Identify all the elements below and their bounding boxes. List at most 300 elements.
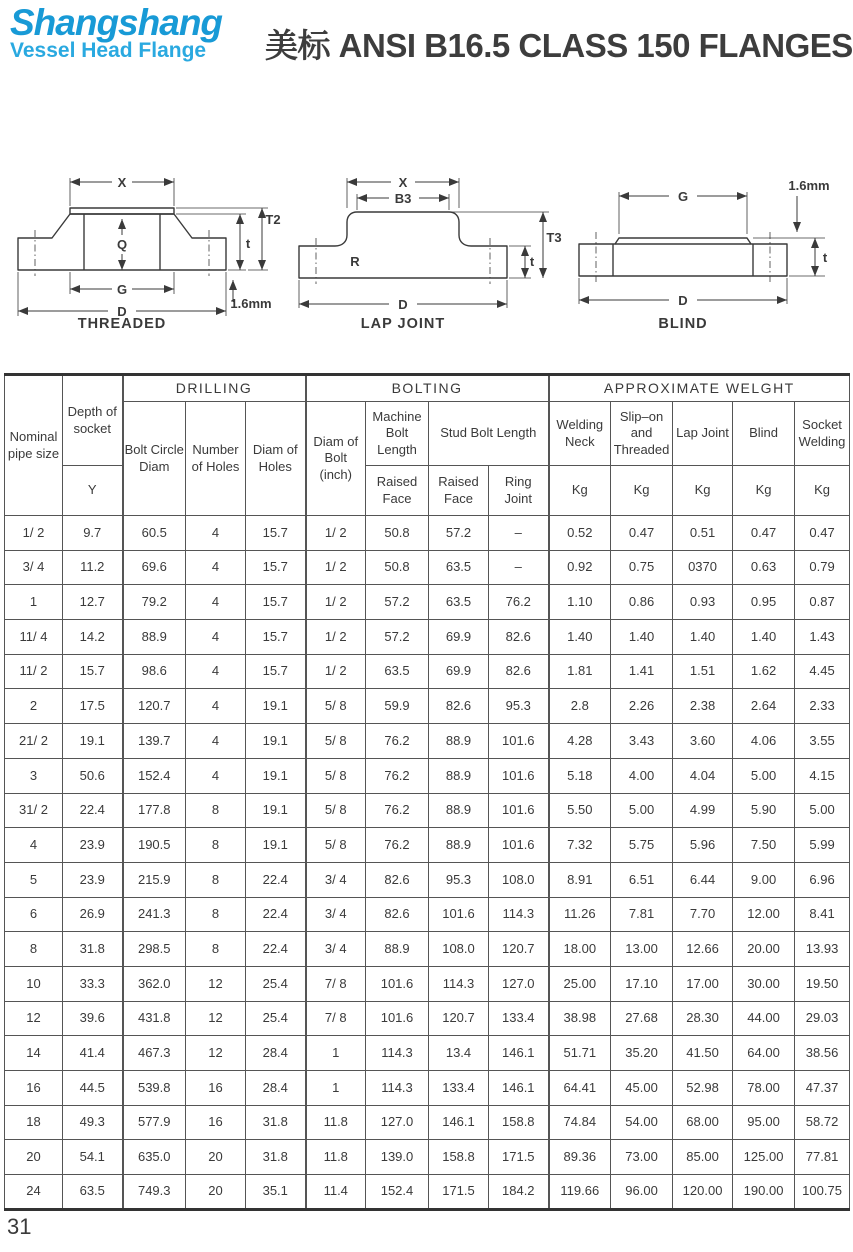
value-cell: 152.4 bbox=[366, 1175, 429, 1210]
value-cell: 44.00 bbox=[733, 1001, 795, 1036]
value-cell: 1.62 bbox=[733, 654, 795, 689]
value-cell: 577.9 bbox=[123, 1105, 186, 1140]
value-cell: 29.03 bbox=[795, 1001, 850, 1036]
value-cell: 101.6 bbox=[489, 828, 549, 863]
value-cell: 50.6 bbox=[63, 758, 123, 793]
value-cell: 54.00 bbox=[611, 1105, 673, 1140]
value-cell: 58.72 bbox=[795, 1105, 850, 1140]
value-cell: 114.3 bbox=[489, 897, 549, 932]
value-cell: 4 bbox=[186, 585, 246, 620]
value-cell: 22.4 bbox=[63, 793, 123, 828]
value-cell: 7/ 8 bbox=[306, 966, 366, 1001]
value-cell: 82.6 bbox=[429, 689, 489, 724]
col-header-raised-face-stud: Raised Face bbox=[429, 466, 489, 516]
value-cell: 3.43 bbox=[611, 724, 673, 759]
nominal-size-cell: 20 bbox=[5, 1140, 63, 1175]
value-cell: 4.45 bbox=[795, 654, 850, 689]
value-cell: 13.4 bbox=[429, 1036, 489, 1071]
table-row bbox=[5, 724, 850, 759]
value-cell: 133.4 bbox=[429, 1071, 489, 1106]
value-cell: 88.9 bbox=[429, 758, 489, 793]
value-cell: 19.1 bbox=[246, 724, 306, 759]
value-cell: 5/ 8 bbox=[306, 689, 366, 724]
value-cell: 1.51 bbox=[673, 654, 733, 689]
value-cell: 57.2 bbox=[366, 620, 429, 655]
table-row bbox=[5, 550, 850, 585]
value-cell: 52.98 bbox=[673, 1071, 733, 1106]
value-cell: 2.64 bbox=[733, 689, 795, 724]
table-row bbox=[5, 758, 850, 793]
value-cell: 9.00 bbox=[733, 862, 795, 897]
value-cell: 8.91 bbox=[549, 862, 611, 897]
value-cell: 241.3 bbox=[123, 897, 186, 932]
value-cell: 76.2 bbox=[489, 585, 549, 620]
value-cell: 127.0 bbox=[366, 1105, 429, 1140]
value-cell: 4 bbox=[186, 516, 246, 551]
value-cell: 19.50 bbox=[795, 966, 850, 1001]
value-cell: 3.60 bbox=[673, 724, 733, 759]
value-cell: 467.3 bbox=[123, 1036, 186, 1071]
value-cell: 114.3 bbox=[429, 966, 489, 1001]
dim-label-t: t bbox=[822, 250, 828, 265]
nominal-size-cell: 5 bbox=[5, 862, 63, 897]
dim-label-t2: T2 bbox=[265, 212, 281, 227]
value-cell: 120.7 bbox=[123, 689, 186, 724]
value-cell: 139.0 bbox=[366, 1140, 429, 1175]
unit-header-kg: Kg bbox=[549, 466, 611, 516]
value-cell: 28.4 bbox=[246, 1071, 306, 1106]
table-row bbox=[5, 1140, 850, 1175]
unit-header-kg: Kg bbox=[795, 466, 850, 516]
value-cell: 4 bbox=[186, 724, 246, 759]
value-cell: 76.2 bbox=[366, 828, 429, 863]
value-cell: 88.9 bbox=[429, 793, 489, 828]
nominal-size-cell: 31/ 2 bbox=[5, 793, 63, 828]
value-cell: 26.9 bbox=[63, 897, 123, 932]
value-cell: 101.6 bbox=[366, 1001, 429, 1036]
value-cell: 49.3 bbox=[63, 1105, 123, 1140]
value-cell: 2.26 bbox=[611, 689, 673, 724]
value-cell: 101.6 bbox=[489, 724, 549, 759]
value-cell: 17.00 bbox=[673, 966, 733, 1001]
value-cell: 127.0 bbox=[489, 966, 549, 1001]
nominal-size-cell: 1/ 2 bbox=[5, 516, 63, 551]
page-title: 美标 ANSI B16.5 CLASS 150 FLANGES bbox=[265, 27, 853, 64]
value-cell: 1.41 bbox=[611, 654, 673, 689]
value-cell: 44.5 bbox=[63, 1071, 123, 1106]
value-cell: 25.4 bbox=[246, 1001, 306, 1036]
threaded-drawing bbox=[8, 158, 284, 333]
value-cell: 100.75 bbox=[795, 1175, 850, 1210]
nominal-size-cell: 8 bbox=[5, 932, 63, 967]
table-row bbox=[5, 966, 850, 1001]
value-cell: 7.32 bbox=[549, 828, 611, 863]
value-cell: 20.00 bbox=[733, 932, 795, 967]
value-cell: 1/ 2 bbox=[306, 550, 366, 585]
table-row bbox=[5, 897, 850, 932]
value-cell: 4 bbox=[186, 689, 246, 724]
value-cell: 11.2 bbox=[63, 550, 123, 585]
value-cell: 13.93 bbox=[795, 932, 850, 967]
value-cell: – bbox=[489, 516, 549, 551]
value-cell: 11.8 bbox=[306, 1105, 366, 1140]
table-row bbox=[5, 620, 850, 655]
col-header-socket-welding: Socket Welding bbox=[795, 402, 850, 466]
nominal-size-cell: 4 bbox=[5, 828, 63, 863]
value-cell: 68.00 bbox=[673, 1105, 733, 1140]
logo bbox=[10, 2, 222, 63]
value-cell: 431.8 bbox=[123, 1001, 186, 1036]
value-cell: 5.00 bbox=[795, 793, 850, 828]
value-cell: 152.4 bbox=[123, 758, 186, 793]
value-cell: 50.8 bbox=[366, 516, 429, 551]
dim-label-d: D bbox=[117, 304, 127, 319]
value-cell: 184.2 bbox=[489, 1175, 549, 1210]
value-cell: 11.8 bbox=[306, 1140, 366, 1175]
unit-header-kg: Kg bbox=[733, 466, 795, 516]
value-cell: 1.40 bbox=[673, 620, 733, 655]
blind-drawing bbox=[569, 158, 845, 333]
nominal-size-cell: 11/ 4 bbox=[5, 620, 63, 655]
value-cell: 298.5 bbox=[123, 932, 186, 967]
nominal-size-cell: 14 bbox=[5, 1036, 63, 1071]
nominal-size-cell: 11/ 2 bbox=[5, 654, 63, 689]
lap-joint-drawing bbox=[289, 158, 565, 333]
value-cell: 101.6 bbox=[489, 758, 549, 793]
value-cell: 177.8 bbox=[123, 793, 186, 828]
value-cell: 0.75 bbox=[611, 550, 673, 585]
table-row bbox=[5, 932, 850, 967]
value-cell: 19.1 bbox=[246, 828, 306, 863]
value-cell: 88.9 bbox=[366, 932, 429, 967]
value-cell: 5.50 bbox=[549, 793, 611, 828]
value-cell: 63.5 bbox=[366, 654, 429, 689]
value-cell: 88.9 bbox=[429, 724, 489, 759]
value-cell: 15.7 bbox=[63, 654, 123, 689]
dim-label-g: G bbox=[677, 189, 689, 204]
value-cell: 101.6 bbox=[366, 966, 429, 1001]
value-cell: 8.41 bbox=[795, 897, 850, 932]
value-cell: 0.86 bbox=[611, 585, 673, 620]
value-cell: 4.06 bbox=[733, 724, 795, 759]
value-cell: 8 bbox=[186, 932, 246, 967]
value-cell: 133.4 bbox=[489, 1001, 549, 1036]
lap-joint-caption: LAP JOINT bbox=[360, 316, 445, 332]
value-cell: 95.00 bbox=[733, 1105, 795, 1140]
nominal-size-cell: 1 bbox=[5, 585, 63, 620]
value-cell: 82.6 bbox=[489, 654, 549, 689]
col-header-nominal: Nominal pipe size bbox=[5, 375, 63, 516]
value-cell: 22.4 bbox=[246, 862, 306, 897]
value-cell: 120.7 bbox=[489, 932, 549, 967]
value-cell: 158.8 bbox=[489, 1105, 549, 1140]
value-cell: 88.9 bbox=[123, 620, 186, 655]
col-header-slip-on: Slip–on and Threaded bbox=[611, 402, 673, 466]
value-cell: 190.5 bbox=[123, 828, 186, 863]
value-cell: 22.4 bbox=[246, 897, 306, 932]
value-cell: 41.4 bbox=[63, 1036, 123, 1071]
value-cell: 59.9 bbox=[366, 689, 429, 724]
value-cell: 0370 bbox=[673, 550, 733, 585]
value-cell: 0.51 bbox=[673, 516, 733, 551]
value-cell: 3/ 4 bbox=[306, 862, 366, 897]
value-cell: 362.0 bbox=[123, 966, 186, 1001]
value-cell: 57.2 bbox=[366, 585, 429, 620]
value-cell: 6.51 bbox=[611, 862, 673, 897]
value-cell: 89.36 bbox=[549, 1140, 611, 1175]
logo-brand: Shangshang bbox=[10, 2, 223, 43]
value-cell: 7.81 bbox=[611, 897, 673, 932]
value-cell: 60.5 bbox=[123, 516, 186, 551]
table-row bbox=[5, 516, 850, 551]
value-cell: 1.10 bbox=[549, 585, 611, 620]
value-cell: 3/ 4 bbox=[306, 897, 366, 932]
table-row bbox=[5, 1001, 850, 1036]
table-row bbox=[5, 689, 850, 724]
dim-label-gasket: 1.6mm bbox=[230, 296, 272, 311]
value-cell: 51.71 bbox=[549, 1036, 611, 1071]
value-cell: 82.6 bbox=[366, 897, 429, 932]
value-cell: 11.4 bbox=[306, 1175, 366, 1210]
value-cell: 4.28 bbox=[549, 724, 611, 759]
value-cell: 33.3 bbox=[63, 966, 123, 1001]
value-cell: 0.93 bbox=[673, 585, 733, 620]
blind-caption: BLIND bbox=[658, 316, 708, 332]
value-cell: 4 bbox=[186, 654, 246, 689]
value-cell: 25.00 bbox=[549, 966, 611, 1001]
value-cell: 1 bbox=[306, 1071, 366, 1106]
value-cell: 11.26 bbox=[549, 897, 611, 932]
value-cell: 8 bbox=[186, 897, 246, 932]
value-cell: 15.7 bbox=[246, 585, 306, 620]
flange-table-body bbox=[5, 516, 850, 1210]
value-cell: 30.00 bbox=[733, 966, 795, 1001]
value-cell: 7.70 bbox=[673, 897, 733, 932]
value-cell: 22.4 bbox=[246, 932, 306, 967]
value-cell: 20 bbox=[186, 1175, 246, 1210]
value-cell: 63.5 bbox=[429, 550, 489, 585]
table-row bbox=[5, 654, 850, 689]
dim-label-t3: T3 bbox=[545, 230, 562, 245]
group-header-drilling: DRILLING bbox=[123, 375, 306, 402]
value-cell: 125.00 bbox=[733, 1140, 795, 1175]
col-header-lap-joint: Lap Joint bbox=[673, 402, 733, 466]
dim-label-gasket: 1.6mm bbox=[788, 178, 830, 193]
value-cell: 57.2 bbox=[429, 516, 489, 551]
value-cell: 5/ 8 bbox=[306, 793, 366, 828]
nominal-size-cell: 6 bbox=[5, 897, 63, 932]
value-cell: 4.99 bbox=[673, 793, 733, 828]
value-cell: 64.41 bbox=[549, 1071, 611, 1106]
value-cell: 78.00 bbox=[733, 1071, 795, 1106]
value-cell: 108.0 bbox=[489, 862, 549, 897]
value-cell: 1/ 2 bbox=[306, 620, 366, 655]
value-cell: 635.0 bbox=[123, 1140, 186, 1175]
value-cell: 108.0 bbox=[429, 932, 489, 967]
nominal-size-cell: 10 bbox=[5, 966, 63, 1001]
col-header-stud-bolt: Stud Bolt Length bbox=[429, 402, 549, 466]
value-cell: 63.5 bbox=[429, 585, 489, 620]
value-cell: 16 bbox=[186, 1071, 246, 1106]
col-header-num-holes: Number of Holes bbox=[186, 402, 246, 516]
unit-header-kg: Kg bbox=[611, 466, 673, 516]
col-header-welding-neck: Welding Neck bbox=[549, 402, 611, 466]
unit-header-kg: Kg bbox=[673, 466, 733, 516]
value-cell: 8 bbox=[186, 793, 246, 828]
value-cell: 74.84 bbox=[549, 1105, 611, 1140]
value-cell: 12 bbox=[186, 966, 246, 1001]
value-cell: 114.3 bbox=[366, 1036, 429, 1071]
value-cell: 15.7 bbox=[246, 550, 306, 585]
table-row bbox=[5, 1175, 850, 1210]
value-cell: 171.5 bbox=[429, 1175, 489, 1210]
value-cell: 12.00 bbox=[733, 897, 795, 932]
value-cell: 0.52 bbox=[549, 516, 611, 551]
value-cell: 13.00 bbox=[611, 932, 673, 967]
value-cell: 23.9 bbox=[63, 862, 123, 897]
value-cell: 5.90 bbox=[733, 793, 795, 828]
col-header-blind: Blind bbox=[733, 402, 795, 466]
table-row bbox=[5, 828, 850, 863]
value-cell: 12.7 bbox=[63, 585, 123, 620]
value-cell: 215.9 bbox=[123, 862, 186, 897]
value-cell: 4.04 bbox=[673, 758, 733, 793]
value-cell: 0.63 bbox=[733, 550, 795, 585]
value-cell: 16 bbox=[186, 1105, 246, 1140]
value-cell: 139.7 bbox=[123, 724, 186, 759]
value-cell: 69.9 bbox=[429, 620, 489, 655]
value-cell: 171.5 bbox=[489, 1140, 549, 1175]
value-cell: 31.8 bbox=[63, 932, 123, 967]
dim-label-r: R bbox=[349, 254, 360, 269]
group-header-bolting: BOLTING bbox=[306, 375, 549, 402]
value-cell: 120.7 bbox=[429, 1001, 489, 1036]
value-cell: 5.96 bbox=[673, 828, 733, 863]
value-cell: 0.87 bbox=[795, 585, 850, 620]
value-cell: 14.2 bbox=[63, 620, 123, 655]
value-cell: 101.6 bbox=[429, 897, 489, 932]
flange-spec-table bbox=[4, 373, 850, 1211]
logo-tagline: Vessel Head Flange bbox=[10, 39, 207, 62]
col-header-diam-holes: Diam of Holes bbox=[246, 402, 306, 516]
value-cell: 38.56 bbox=[795, 1036, 850, 1071]
value-cell: 5.75 bbox=[611, 828, 673, 863]
value-cell: 5.00 bbox=[611, 793, 673, 828]
value-cell: 54.1 bbox=[63, 1140, 123, 1175]
value-cell: 15.7 bbox=[246, 654, 306, 689]
value-cell: 4 bbox=[186, 550, 246, 585]
value-cell: 19.1 bbox=[246, 758, 306, 793]
value-cell: 5/ 8 bbox=[306, 724, 366, 759]
col-header-raised-face-machine: Raised Face bbox=[366, 466, 429, 516]
value-cell: 158.8 bbox=[429, 1140, 489, 1175]
value-cell: 27.68 bbox=[611, 1001, 673, 1036]
value-cell: 79.2 bbox=[123, 585, 186, 620]
value-cell: 0.47 bbox=[733, 516, 795, 551]
value-cell: 120.00 bbox=[673, 1175, 733, 1210]
value-cell: 9.7 bbox=[63, 516, 123, 551]
value-cell: 7/ 8 bbox=[306, 1001, 366, 1036]
value-cell: 77.81 bbox=[795, 1140, 850, 1175]
value-cell: 101.6 bbox=[489, 793, 549, 828]
value-cell: 64.00 bbox=[733, 1036, 795, 1071]
lap-joint-outline bbox=[299, 212, 507, 278]
value-cell: 2.38 bbox=[673, 689, 733, 724]
value-cell: 1/ 2 bbox=[306, 585, 366, 620]
value-cell: 19.1 bbox=[246, 793, 306, 828]
value-cell: 18.00 bbox=[549, 932, 611, 967]
value-cell: 1.43 bbox=[795, 620, 850, 655]
group-header-weight: APPROXIMATE WELGHT bbox=[549, 375, 850, 402]
value-cell: 41.50 bbox=[673, 1036, 733, 1071]
value-cell: 76.2 bbox=[366, 793, 429, 828]
dim-label-x: X bbox=[117, 175, 127, 190]
value-cell: 1.40 bbox=[733, 620, 795, 655]
nominal-size-cell: 3/ 4 bbox=[5, 550, 63, 585]
table-row bbox=[5, 1105, 850, 1140]
value-cell: 0.92 bbox=[549, 550, 611, 585]
value-cell: 45.00 bbox=[611, 1071, 673, 1106]
value-cell: 35.1 bbox=[246, 1175, 306, 1210]
value-cell: 5.99 bbox=[795, 828, 850, 863]
value-cell: 35.20 bbox=[611, 1036, 673, 1071]
nominal-size-cell: 18 bbox=[5, 1105, 63, 1140]
value-cell: 4 bbox=[186, 620, 246, 655]
value-cell: 0.79 bbox=[795, 550, 850, 585]
value-cell: 0.47 bbox=[611, 516, 673, 551]
table-row bbox=[5, 585, 850, 620]
col-header-ring-joint: Ring Joint bbox=[489, 466, 549, 516]
value-cell: 5/ 8 bbox=[306, 828, 366, 863]
value-cell: 63.5 bbox=[63, 1175, 123, 1210]
value-cell: 69.6 bbox=[123, 550, 186, 585]
dim-label-t: t bbox=[529, 254, 534, 269]
value-cell: 5/ 8 bbox=[306, 758, 366, 793]
table-row bbox=[5, 1071, 850, 1106]
value-cell: 1/ 2 bbox=[306, 654, 366, 689]
value-cell: 39.6 bbox=[63, 1001, 123, 1036]
value-cell: 8 bbox=[186, 828, 246, 863]
value-cell: 17.10 bbox=[611, 966, 673, 1001]
value-cell: 114.3 bbox=[366, 1071, 429, 1106]
value-cell: 23.9 bbox=[63, 828, 123, 863]
value-cell: 0.95 bbox=[733, 585, 795, 620]
value-cell: 4.15 bbox=[795, 758, 850, 793]
value-cell: 12 bbox=[186, 1036, 246, 1071]
value-cell: 76.2 bbox=[366, 758, 429, 793]
nominal-size-cell: 2 bbox=[5, 689, 63, 724]
value-cell: 85.00 bbox=[673, 1140, 733, 1175]
dim-label-t: t bbox=[245, 236, 251, 251]
value-cell: 4 bbox=[186, 758, 246, 793]
dim-label-g: G bbox=[116, 282, 128, 297]
value-cell: 146.1 bbox=[489, 1036, 549, 1071]
value-cell: 146.1 bbox=[429, 1105, 489, 1140]
nominal-size-cell: 16 bbox=[5, 1071, 63, 1106]
value-cell: 25.4 bbox=[246, 966, 306, 1001]
col-header-depth: Depth of socket bbox=[63, 375, 123, 466]
value-cell: 20 bbox=[186, 1140, 246, 1175]
value-cell: 3/ 4 bbox=[306, 932, 366, 967]
value-cell: 95.3 bbox=[489, 689, 549, 724]
value-cell: 31.8 bbox=[246, 1105, 306, 1140]
value-cell: 69.9 bbox=[429, 654, 489, 689]
col-header-y: Y bbox=[63, 466, 123, 516]
value-cell: 5.18 bbox=[549, 758, 611, 793]
value-cell: 1 bbox=[306, 1036, 366, 1071]
threaded-caption: THREADED bbox=[77, 316, 167, 332]
value-cell: 98.6 bbox=[123, 654, 186, 689]
